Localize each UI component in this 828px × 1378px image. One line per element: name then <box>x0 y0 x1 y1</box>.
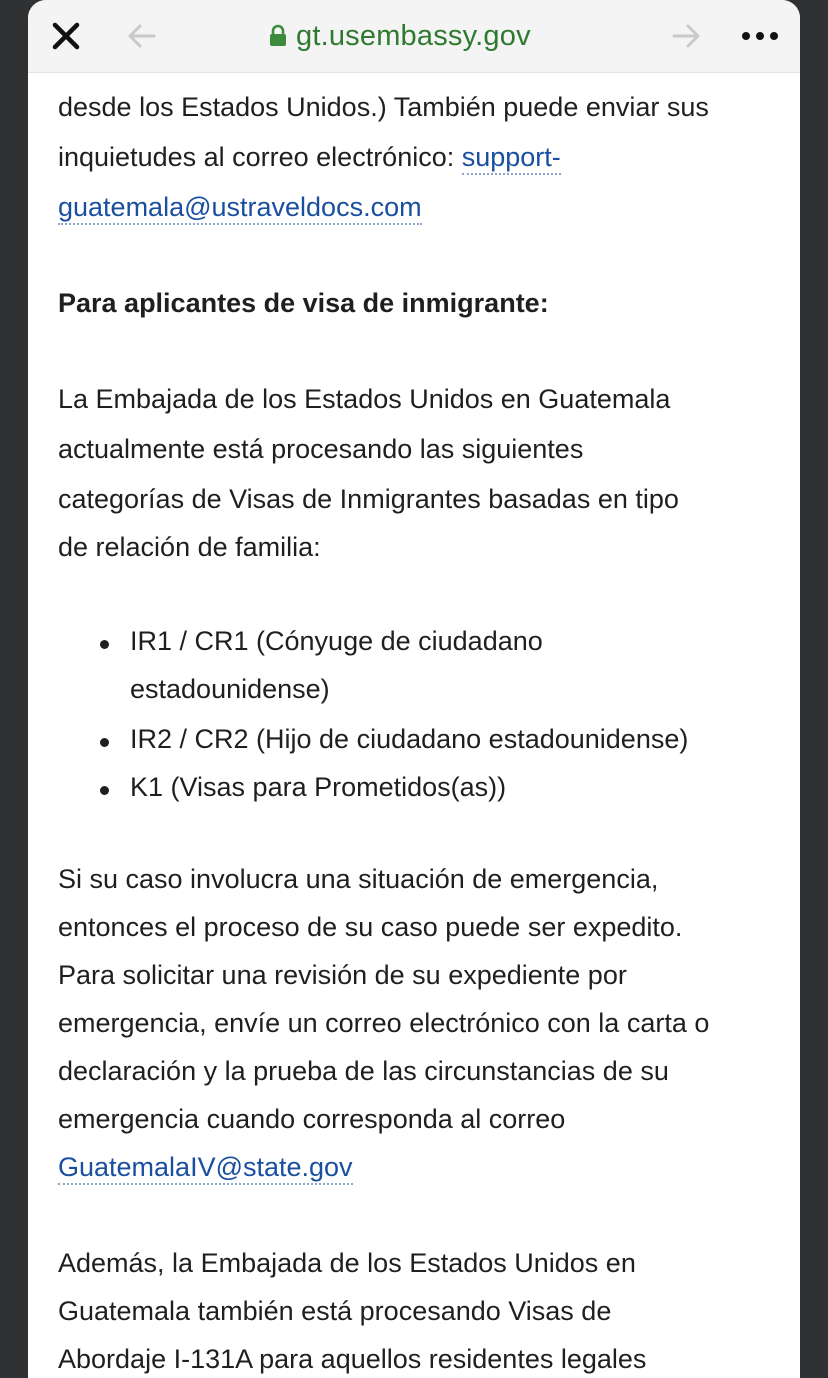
paragraph-embassy-line-3: categorías de Visas de Inmigrantes basadas en tipo <box>58 484 679 514</box>
paragraph-contact-line-1: desde los Estados Unidos.) También puede enviar sus <box>58 92 709 122</box>
paragraph-emergency-line-6: emergencia cuando corresponda al correo <box>58 1104 566 1134</box>
support-email-link-part-1[interactable]: support- <box>462 142 561 175</box>
close-icon <box>50 20 82 52</box>
list-item-line-1: IR2 / CR2 (Hijo de ciudadano estadounidense) <box>130 724 689 754</box>
paragraph-embassy-line-1: La Embajada de los Estados Unidos en Guatemala <box>58 384 671 414</box>
address-bar[interactable] <box>268 16 531 56</box>
paragraph-i131a-line-1: Además, la Embajada de los Estados Unidos en <box>58 1248 636 1278</box>
paragraph-contact-line-2 <box>58 142 561 173</box>
paragraph-emergency-line-5: declaración y la prueba de las circunstancias de su <box>58 1056 669 1086</box>
guatemala-iv-email-link[interactable]: GuatemalaIV@state.gov <box>58 1152 353 1185</box>
forward-button[interactable] <box>670 22 702 50</box>
url-text: gt.usembassy.gov <box>296 19 531 52</box>
lock-icon <box>268 24 288 48</box>
paragraph-embassy-line-4: de relación de familia: <box>58 532 321 562</box>
contact-text: inquietudes al correo electrónico: <box>58 142 462 172</box>
arrow-left-icon <box>126 22 158 50</box>
browser-window <box>28 0 800 1378</box>
more-options-button[interactable] <box>736 22 784 50</box>
paragraph-i131a-line-3: Abordaje I-131A para aquellos residentes legales <box>58 1344 647 1374</box>
paragraph-emergency-line-7 <box>58 1152 353 1183</box>
more-horizontal-icon <box>736 22 784 50</box>
support-email-link-part-2[interactable]: guatemala@ustraveldocs.com <box>58 192 422 225</box>
paragraph-embassy-line-2: actualmente está procesando las siguientes <box>58 434 584 464</box>
immigrant-visa-heading: Para aplicantes de visa de inmigrante: <box>58 288 549 318</box>
bullet-dot <box>100 786 109 795</box>
paragraph-emergency-line-4: emergencia, envíe un correo electrónico con la carta o <box>58 1008 710 1038</box>
bullet-dot <box>100 738 109 747</box>
list-item-line-1: IR1 / CR1 (Cónyuge de ciudadano <box>130 626 543 656</box>
paragraph-contact-line-3 <box>58 192 422 223</box>
paragraph-emergency-line-1: Si su caso involucra una situación de emergencia, <box>58 864 659 894</box>
close-button[interactable] <box>50 20 82 52</box>
list-item-line-2: estadounidense) <box>130 674 330 704</box>
list-item-line-1: K1 (Visas para Prometidos(as)) <box>130 772 507 802</box>
bullet-dot <box>100 640 109 649</box>
paragraph-emergency-line-3: Para solicitar una revisión de su expediente por <box>58 960 627 990</box>
paragraph-i131a-line-2: Guatemala también está procesando Visas de <box>58 1296 612 1326</box>
paragraph-emergency-line-2: entonces el proceso de su caso puede ser expedito. <box>58 912 683 942</box>
arrow-right-icon <box>670 22 702 50</box>
back-button[interactable] <box>126 22 158 50</box>
browser-toolbar <box>28 0 800 73</box>
